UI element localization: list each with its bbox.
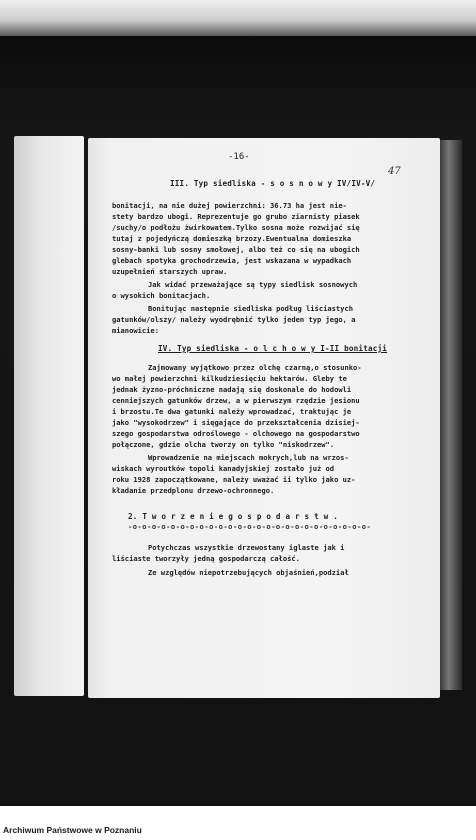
document-page [88,138,440,698]
text-line: Zajmowany wyjątkowo przez olchę czarną,o stosunko- [148,363,362,372]
page-number: -16- [228,152,250,162]
section-heading-iii: III. Typ siedliska - s o s n o w y IV/IV-V/ [170,179,376,188]
section-heading-iv: IV. Typ siedliska - o l c h o w y I-II bonitacji [158,344,388,353]
text-line: roku 1928 zapoczątkowane, należy uważać ii tylko jako uz- [112,475,356,484]
text-line: sosny-banki lub sosny smołowej, albo też co się na ubogich [112,245,360,254]
handwritten-note: 47 [388,166,401,177]
text-line: Jak widać przeważające są typy siedlisk sosnowych [148,280,358,289]
film-top-strip [0,0,476,36]
decorative-divider: -o-o-o-o-o-o-o-o-o-o-o-o-o-o-o-o-o-o-o-o-o-o-o-o-o- [128,522,372,531]
text-line: wo małej powierzchni kilkudziesięciu hektarów. Gleby te [112,374,347,383]
text-line: uzupełnień starszych upraw. [112,267,228,276]
text-line: stety bardzo ubogi. Reprezentuje go grubo ziarnisty piasek [112,212,360,221]
text-line: Wprowadzenie na miejscach mokrych,lub na wrzos- [148,453,349,462]
text-line: wiskach wyroutków topoli kanadyjskiej zostało już od [112,464,335,473]
text-line: szego gospodarstwa odroślowego - olchowego na gospodarstwo [112,429,360,438]
page-edge [440,140,462,690]
text-line: Potychczas wszystkie drzewostany iglaste jak i [148,543,345,552]
text-line: Ze względów niepotrzebujących objaśnień,podział [148,568,349,577]
text-line: tutaj z pojedyńczą domieszką brzozy.Ewentualna domieszka [112,234,352,243]
text-line: kładanie przedplonu drzewo-ochronnego. [112,486,275,495]
text-line: /suchy/o podłożu żwirkowatem.Tylko sosna może rozwijać się [112,223,360,232]
text-line: jako "wysokodrzew" i sięgające do przekształcenia dzisiej- [112,418,360,427]
text-line: połączone, gdzie olcha tworzy on tylko "niskodrzew". [112,440,335,449]
section-heading-2: 2. T w o r z e n i e g o s p o d a r s t w . [128,512,338,521]
text-line: gatunków/olszy/ należy wyodrębnić tylko jeden typ jego, a [112,315,356,324]
archive-label: Archiwum Państwowe w Poznaniu [3,825,142,835]
text-line: bonitacji, na nie dużej powierzchni: 36.73 ha jest nie- [112,201,347,210]
text-line: mianowicie: [112,326,159,335]
text-line: cenniejszych gatunków drzew, a w pierwszym rzędzie jesionu [112,396,360,405]
text-line: jednak żyzno-próchniczne nadają się doskonale do hodowli [112,385,352,394]
text-line: liściaste tworzyły jedną gospodarczą całość. [112,554,300,563]
text-line: glebach spotyka grochodrzewia, jest wskazana w wypadkach [112,256,352,265]
text-line: Bonitując następnie siedliska podług liściastych [148,304,353,313]
left-facing-page [14,136,84,696]
text-line: i brzostu.Te dwa gatunki należy wprowadzać, traktując je [112,407,352,416]
text-line: o wysokich bonitacjach. [112,291,211,300]
